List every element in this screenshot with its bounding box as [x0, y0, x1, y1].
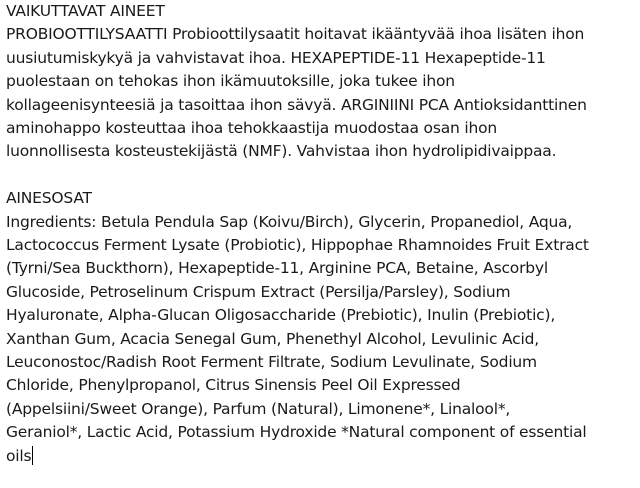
text-line: oils — [6, 446, 32, 465]
text-line: Xanthan Gum, Acacia Senegal Gum, Phenethyl Alcohol, Levulinic Acid, — [6, 329, 539, 348]
active-ingredients-heading: VAIKUTTAVAT AINEET — [6, 2, 165, 20]
text-line: puolestaan on tehokas ihon ikämuutoksille, joka tukee ihon — [6, 72, 455, 91]
text-line: PROBIOOTTILYSAATTI Probioottilysaatit hoitavat ikääntyvää ihoa lisäten ihon — [6, 25, 585, 44]
text-line: luonnollisesta kosteustekijästä (NMF). Vahvistaa ihon hydrolipidivaippaa. — [6, 142, 557, 161]
ingredients-heading: AINESOSAT — [6, 189, 92, 208]
text-line: uusiutumiskykyä ja vahvistavat ihoa. HEXAPEPTIDE-11 Hexapeptide-11 — [6, 48, 546, 67]
text-line: Hyaluronate, Alpha-Glucan Oligosaccharide (Prebiotic), Inulin (Prebiotic), — [6, 306, 556, 325]
text-line: Chloride, Phenylpropanol, Citrus Sinensis Peel Oil Expressed — [6, 376, 461, 395]
active-ingredients-text — [6, 23, 638, 163]
text-line: Ingredients: Betula Pendula Sap (Koivu/Birch), Glycerin, Propanediol, Aqua, — [6, 212, 573, 231]
paragraph-gap — [6, 164, 638, 187]
text-cursor — [32, 446, 33, 465]
text-line: aminohappo kosteuttaa ihoa tehokkaastija muodostaa osan ihon — [6, 119, 497, 138]
text-line: Leuconostoc/Radish Root Ferment Filtrate, Sodium Levulinate, Sodium — [6, 353, 537, 372]
text-line: (Tyrni/Sea Buckthorn), Hexapeptide-11, Arginine PCA, Betaine, Ascorbyl — [6, 259, 548, 278]
text-line: Geraniol*, Lactic Acid, Potassium Hydroxide *Natural component of essential — [6, 423, 587, 442]
text-line: Lactococcus Ferment Lysate (Probiotic), Hippophae Rhamnoides Fruit Extract — [6, 236, 589, 255]
ingredients-text — [6, 211, 638, 468]
text-line: Glucoside, Petroselinum Crispum Extract (Persilja/Parsley), Sodium — [6, 282, 511, 301]
last-line — [6, 445, 638, 468]
document-body[interactable] — [6, 0, 638, 468]
text-line: (Appelsiini/Sweet Orange), Parfum (Natural), Limonene*, Linalool*, — [6, 399, 511, 418]
text-line: kollageenisynteesiä ja tasoittaa ihon sävyä. ARGINIINI PCA Antioksidanttinen — [6, 95, 587, 114]
